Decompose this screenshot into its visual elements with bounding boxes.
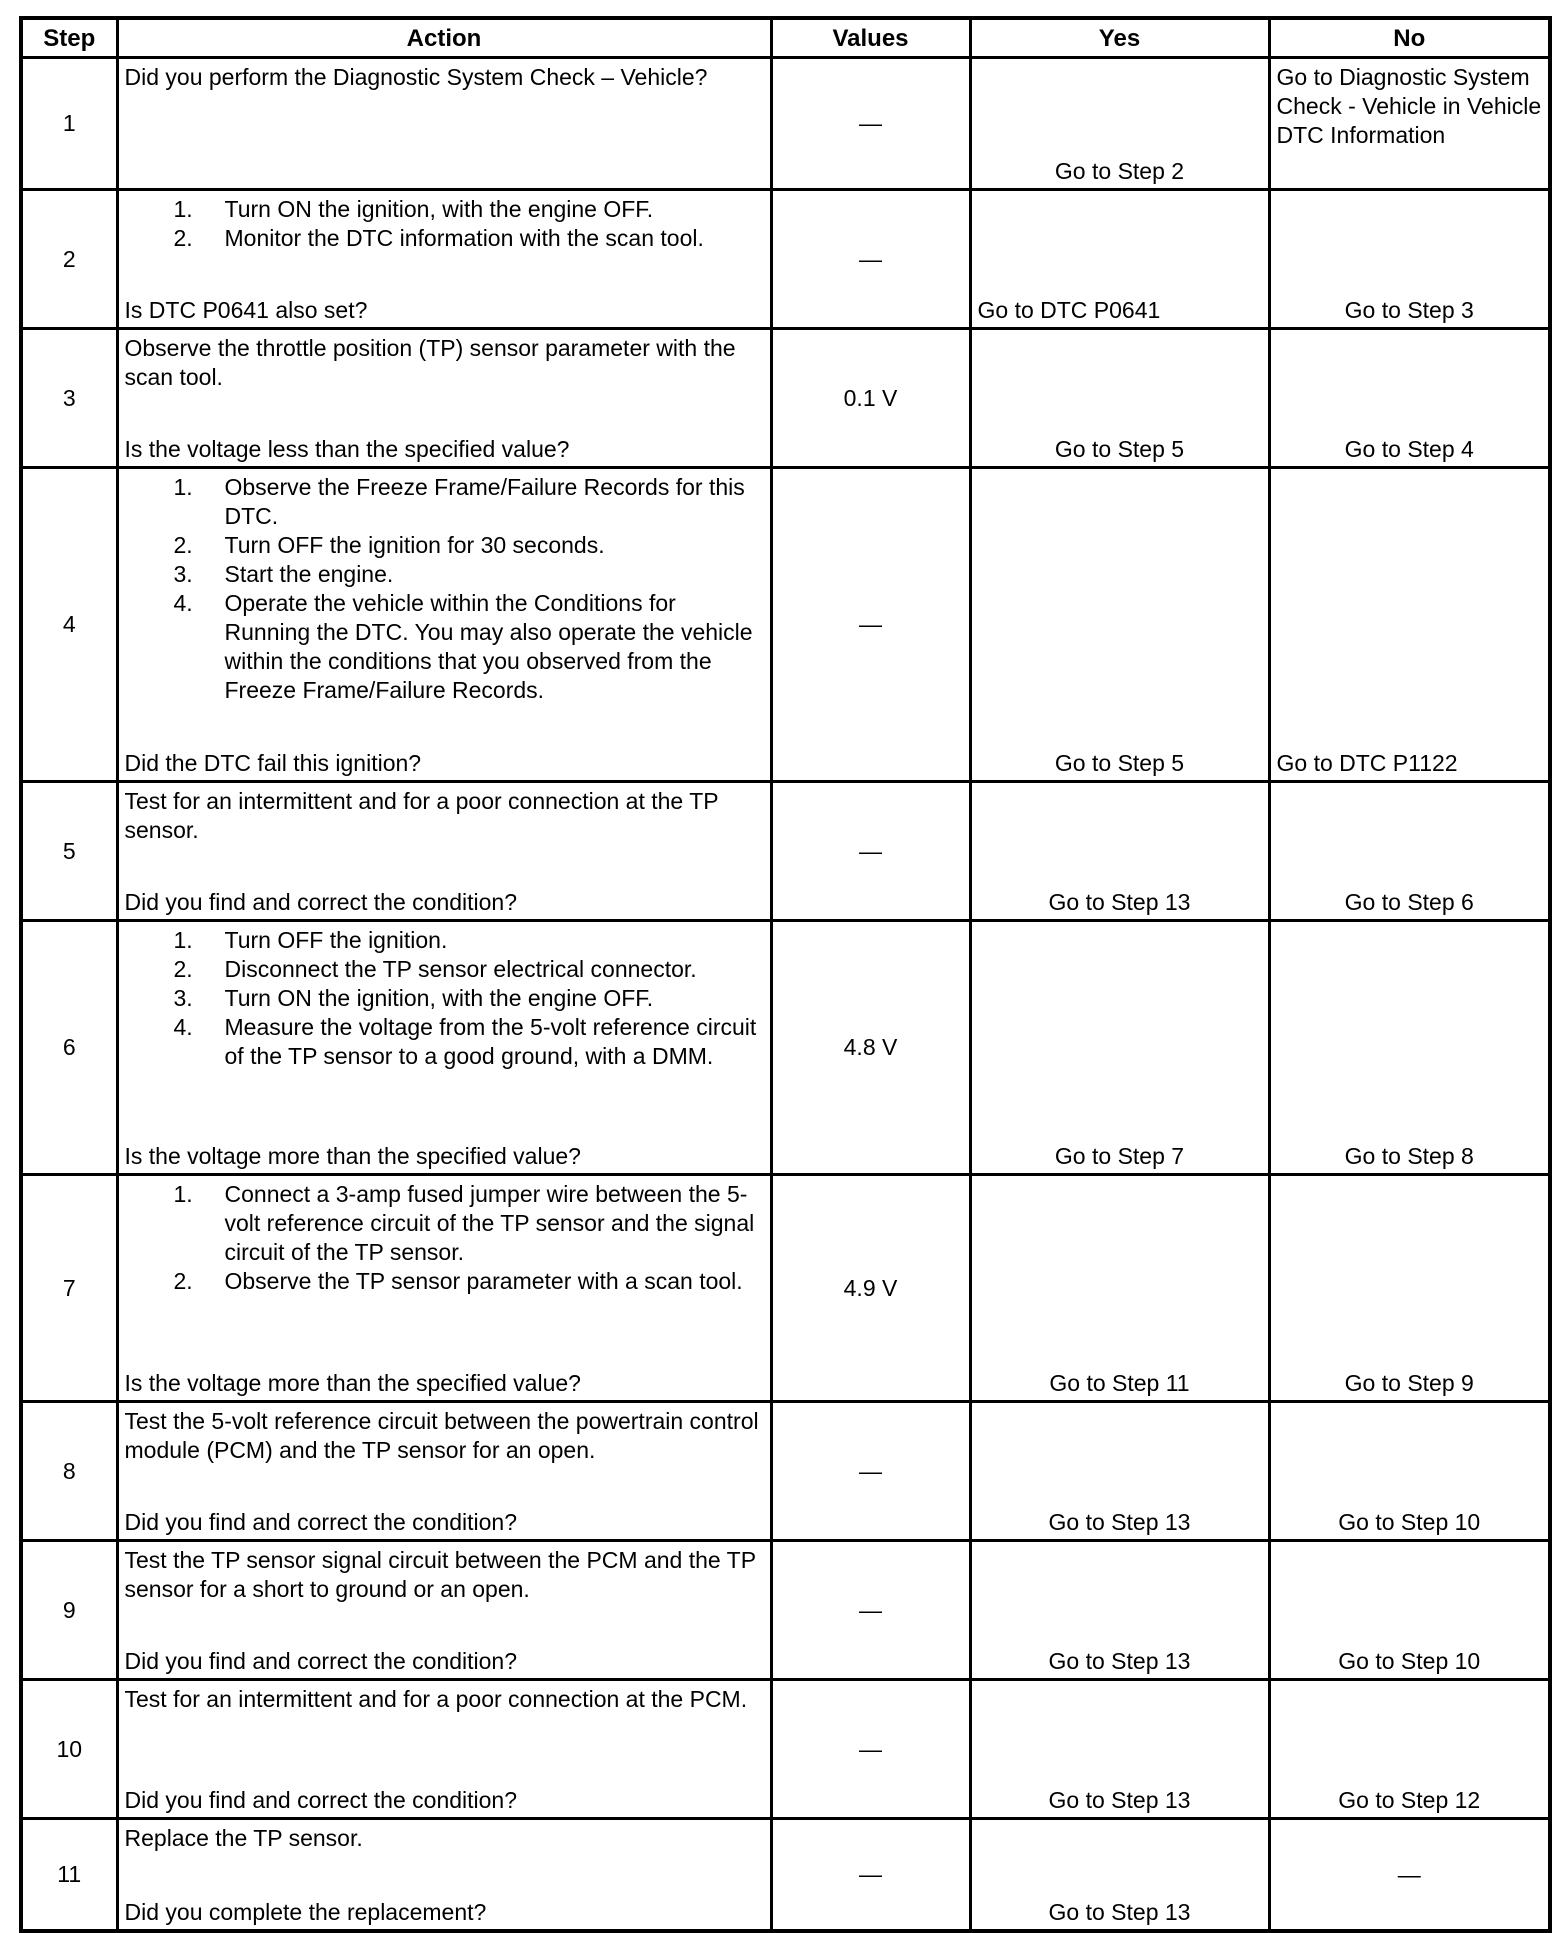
spec-value: — (771, 782, 970, 921)
action-question: Is DTC P0641 also set? (124, 297, 368, 323)
action-steps (125, 1180, 764, 1296)
no-cell (1269, 58, 1550, 190)
no-cell (1269, 782, 1550, 921)
no-link[interactable]: Go to Step 8 (1344, 1143, 1474, 1169)
action-question: Is the voltage more than the specified value? (124, 1370, 581, 1396)
yes-link[interactable]: Go to Step 13 (1048, 1787, 1191, 1813)
step-number: 9 (21, 1541, 117, 1680)
table-row (21, 1680, 1550, 1819)
step-number: 7 (21, 1175, 117, 1402)
action-steps (125, 926, 764, 1071)
yes-link[interactable]: Go to Step 13 (1048, 1648, 1191, 1674)
action-step-item: Connect a 3-amp fused jumper wire between the 5-volt reference circuit of the TP sensor and the signal circuit of the TP sensor. (224, 1181, 755, 1265)
action-cell (117, 782, 771, 921)
no-cell (1269, 1175, 1550, 1402)
no-link[interactable]: Go to Step 12 (1338, 1787, 1481, 1813)
table-row (21, 468, 1550, 782)
yes-link[interactable]: Go to Step 5 (1054, 436, 1185, 462)
no-link[interactable]: Go to Step 9 (1344, 1370, 1474, 1396)
spec-value: — (771, 1680, 970, 1819)
step-number: 8 (21, 1402, 117, 1541)
spec-value: — (771, 1819, 970, 1932)
action-cell (117, 1175, 771, 1402)
action-step-item: Turn ON the ignition, with the engine OFF. (224, 196, 654, 222)
step-number: 1 (21, 58, 117, 190)
yes-link[interactable]: Go to Step 5 (1054, 750, 1185, 776)
header-values: Values (771, 18, 970, 58)
action-cell (117, 1541, 771, 1680)
action-question: Did you complete the replacement? (124, 1899, 487, 1925)
no-link[interactable]: Go to Step 3 (1344, 297, 1474, 323)
action-question: Is the voltage more than the specified value? (124, 1143, 581, 1169)
action-step-item: Disconnect the TP sensor electrical connector. (224, 956, 697, 982)
action-question: Did you find and correct the condition? (124, 1787, 518, 1813)
action-question: Is the voltage less than the specified value? (124, 436, 570, 462)
action-step-item: Operate the vehicle within the Conditions for Running the DTC. You may also operate the vehicle within the conditions that you observed from the Freeze Frame/Failure Records. (224, 590, 753, 703)
spec-value: — (771, 1541, 970, 1680)
header-action: Action (117, 18, 771, 58)
yes-link[interactable]: Go to Step 13 (1048, 1509, 1191, 1535)
action-step-item: Turn OFF the ignition for 30 seconds. (224, 532, 605, 558)
header-row (21, 18, 1550, 58)
action-intro: Did you perform the Diagnostic System Check – Vehicle? (124, 64, 708, 90)
yes-cell (970, 190, 1269, 329)
table-row (21, 1402, 1550, 1541)
table-row (21, 329, 1550, 468)
table-row (21, 58, 1550, 190)
spec-value: — (771, 1402, 970, 1541)
action-question: Did you find and correct the condition? (124, 1509, 518, 1535)
action-intro: Test the TP sensor signal circuit between the PCM and the TP sensor for a short to ground or an open. (124, 1547, 756, 1602)
action-cell (117, 1402, 771, 1541)
no-cell (1269, 921, 1550, 1175)
table-row (21, 1175, 1550, 1402)
no-link: — (1397, 1861, 1421, 1887)
yes-cell (970, 1175, 1269, 1402)
action-cell (117, 329, 771, 468)
spec-value: — (771, 58, 970, 190)
no-cell (1269, 1819, 1550, 1932)
no-cell (1269, 1402, 1550, 1541)
no-cell (1269, 1541, 1550, 1680)
spec-value: 4.8 V (771, 921, 970, 1175)
step-number: 3 (21, 329, 117, 468)
yes-cell (970, 58, 1269, 190)
yes-link[interactable]: Go to Step 7 (1054, 1143, 1185, 1169)
header-step: Step (21, 18, 117, 58)
table-row (21, 782, 1550, 921)
yes-link[interactable]: Go to Step 13 (1048, 889, 1191, 915)
action-cell (117, 1680, 771, 1819)
yes-cell (970, 1541, 1269, 1680)
no-link[interactable]: Go to Step 10 (1338, 1509, 1481, 1535)
yes-cell (970, 329, 1269, 468)
action-cell (117, 921, 771, 1175)
action-cell (117, 190, 771, 329)
diagnostic-table (19, 16, 1552, 1933)
header-no: No (1269, 18, 1550, 58)
action-step-item: Turn ON the ignition, with the engine OFF. (224, 985, 654, 1011)
yes-cell (970, 1819, 1269, 1932)
action-question: Did the DTC fail this ignition? (124, 750, 422, 776)
no-link[interactable]: Go to DTC P1122 (1276, 750, 1458, 776)
no-cell (1269, 329, 1550, 468)
action-cell (117, 58, 771, 190)
action-steps (125, 473, 764, 705)
action-step-item: Observe the TP sensor parameter with a scan tool. (224, 1268, 743, 1294)
no-cell (1269, 468, 1550, 782)
yes-link[interactable]: Go to Step 11 (1049, 1370, 1190, 1396)
yes-link[interactable]: Go to Step 2 (1054, 158, 1185, 184)
yes-link[interactable]: Go to DTC P0641 (977, 297, 1161, 323)
action-intro: Test the 5-volt reference circuit between the powertrain control module (PCM) and the TP sensor for an open. (124, 1408, 759, 1463)
action-step-item: Turn OFF the ignition. (224, 927, 448, 953)
step-number: 2 (21, 190, 117, 329)
header-yes: Yes (970, 18, 1269, 58)
yes-link[interactable]: Go to Step 13 (1048, 1899, 1191, 1925)
action-step-item: Observe the Freeze Frame/Failure Records for this DTC. (224, 474, 745, 529)
spec-value: — (771, 190, 970, 329)
action-step-item: Start the engine. (224, 561, 394, 587)
action-cell (117, 468, 771, 782)
no-link[interactable]: Go to Step 10 (1338, 1648, 1481, 1674)
table-row (21, 1541, 1550, 1680)
step-number: 4 (21, 468, 117, 782)
no-link[interactable]: Go to Step 6 (1344, 889, 1474, 915)
yes-cell (970, 921, 1269, 1175)
action-step-item: Measure the voltage from the 5-volt reference circuit of the TP sensor to a good ground, with a DMM. (224, 1014, 757, 1069)
action-intro: Test for an intermittent and for a poor connection at the TP sensor. (124, 788, 719, 843)
step-number: 6 (21, 921, 117, 1175)
action-question: Did you find and correct the condition? (124, 889, 518, 915)
no-link[interactable]: Go to Diagnostic System Check - Vehicle in Vehicle DTC Information (1276, 64, 1542, 148)
step-number: 10 (21, 1680, 117, 1819)
no-cell (1269, 1680, 1550, 1819)
spec-value: 0.1 V (771, 329, 970, 468)
no-link[interactable]: Go to Step 4 (1344, 436, 1474, 462)
action-intro: Test for an intermittent and for a poor connection at the PCM. (124, 1686, 748, 1712)
action-steps (125, 195, 764, 253)
action-intro: Replace the TP sensor. (124, 1825, 363, 1851)
spec-value: 4.9 V (771, 1175, 970, 1402)
table-row (21, 190, 1550, 329)
action-intro: Observe the throttle position (TP) sensor parameter with the scan tool. (124, 335, 736, 390)
yes-cell (970, 782, 1269, 921)
yes-cell (970, 468, 1269, 782)
yes-cell (970, 1680, 1269, 1819)
no-cell (1269, 190, 1550, 329)
table-row (21, 1819, 1550, 1932)
action-cell (117, 1819, 771, 1932)
action-question: Did you find and correct the condition? (124, 1648, 518, 1674)
step-number: 11 (21, 1819, 117, 1932)
yes-cell (970, 1402, 1269, 1541)
step-number: 5 (21, 782, 117, 921)
action-step-item: Monitor the DTC information with the scan tool. (224, 225, 704, 251)
table-row (21, 921, 1550, 1175)
spec-value: — (771, 468, 970, 782)
